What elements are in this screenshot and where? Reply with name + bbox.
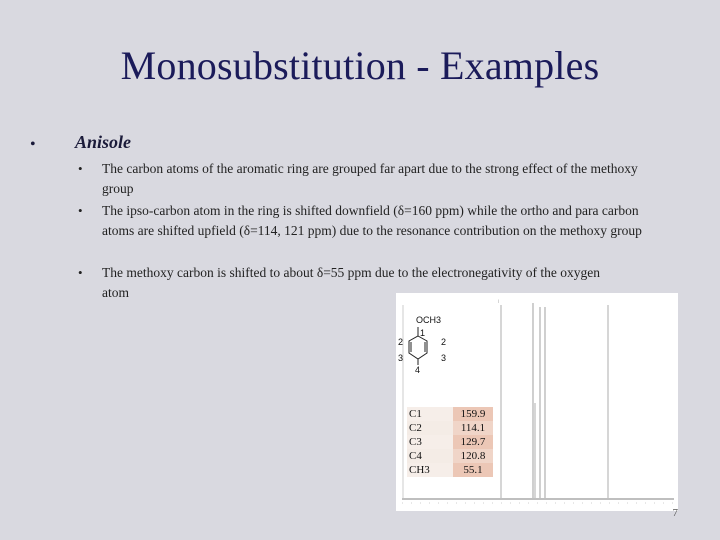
shift-cell: 114.1: [453, 421, 493, 435]
table-row: [407, 463, 493, 477]
carbon-position-label: 3: [398, 353, 404, 363]
table-row: [407, 435, 493, 449]
carbon-position-label: 2: [398, 337, 404, 347]
substituent-label: OCH3: [416, 315, 442, 325]
sub-bullet-marker: •: [78, 203, 83, 218]
table-row: [407, 407, 493, 421]
carbon-position-label: 4: [415, 365, 421, 375]
table-row: [407, 421, 493, 435]
chemical-shift-table: [407, 407, 493, 477]
shift-cell: 55.1: [453, 463, 493, 477]
peak-tick-label: |: [498, 298, 500, 303]
point-text: The carbon atoms of the aromatic ring are grouped far apart due to the strong effect of the methoxy group: [102, 161, 638, 196]
shift-cell: 129.7: [453, 435, 493, 449]
carbon-cell: CH3: [407, 463, 453, 477]
shift-cell: 120.8: [453, 449, 493, 463]
section-heading: Anisole: [75, 132, 132, 152]
spectrum-plot: [396, 293, 678, 511]
carbon-position-label: 1: [420, 328, 426, 338]
list-item: [78, 159, 662, 199]
table-row: [407, 449, 493, 463]
sub-bullet-marker: •: [78, 161, 83, 176]
point-text: The methoxy carbon is shifted to about δ=55 ppm due to the electronegativity of the oxygen atom: [102, 265, 600, 300]
carbon-cell: C2: [407, 421, 453, 435]
list-item: [78, 201, 662, 241]
carbon-position-label: 3: [441, 353, 447, 363]
carbon-position-label: 2: [441, 337, 447, 347]
point-text: The ipso-carbon atom in the ring is shifted downfield (δ=160 ppm) while the ortho and para carbon atoms are shifted upfield (δ=114, 121 ppm) due to the resonance contribution on the methoxy group: [102, 203, 642, 238]
carbon-cell: C4: [407, 449, 453, 463]
bullet-marker: •: [30, 136, 36, 153]
nmr-spectrum-image: [396, 293, 678, 511]
page-number: 7: [672, 507, 678, 519]
carbon-cell: C1: [407, 407, 453, 421]
shift-cell: 159.9: [453, 407, 493, 421]
sub-bullet-marker: •: [78, 265, 83, 280]
carbon-cell: C3: [407, 435, 453, 449]
slide-title: Monosubstitution - Examples: [120, 43, 600, 88]
